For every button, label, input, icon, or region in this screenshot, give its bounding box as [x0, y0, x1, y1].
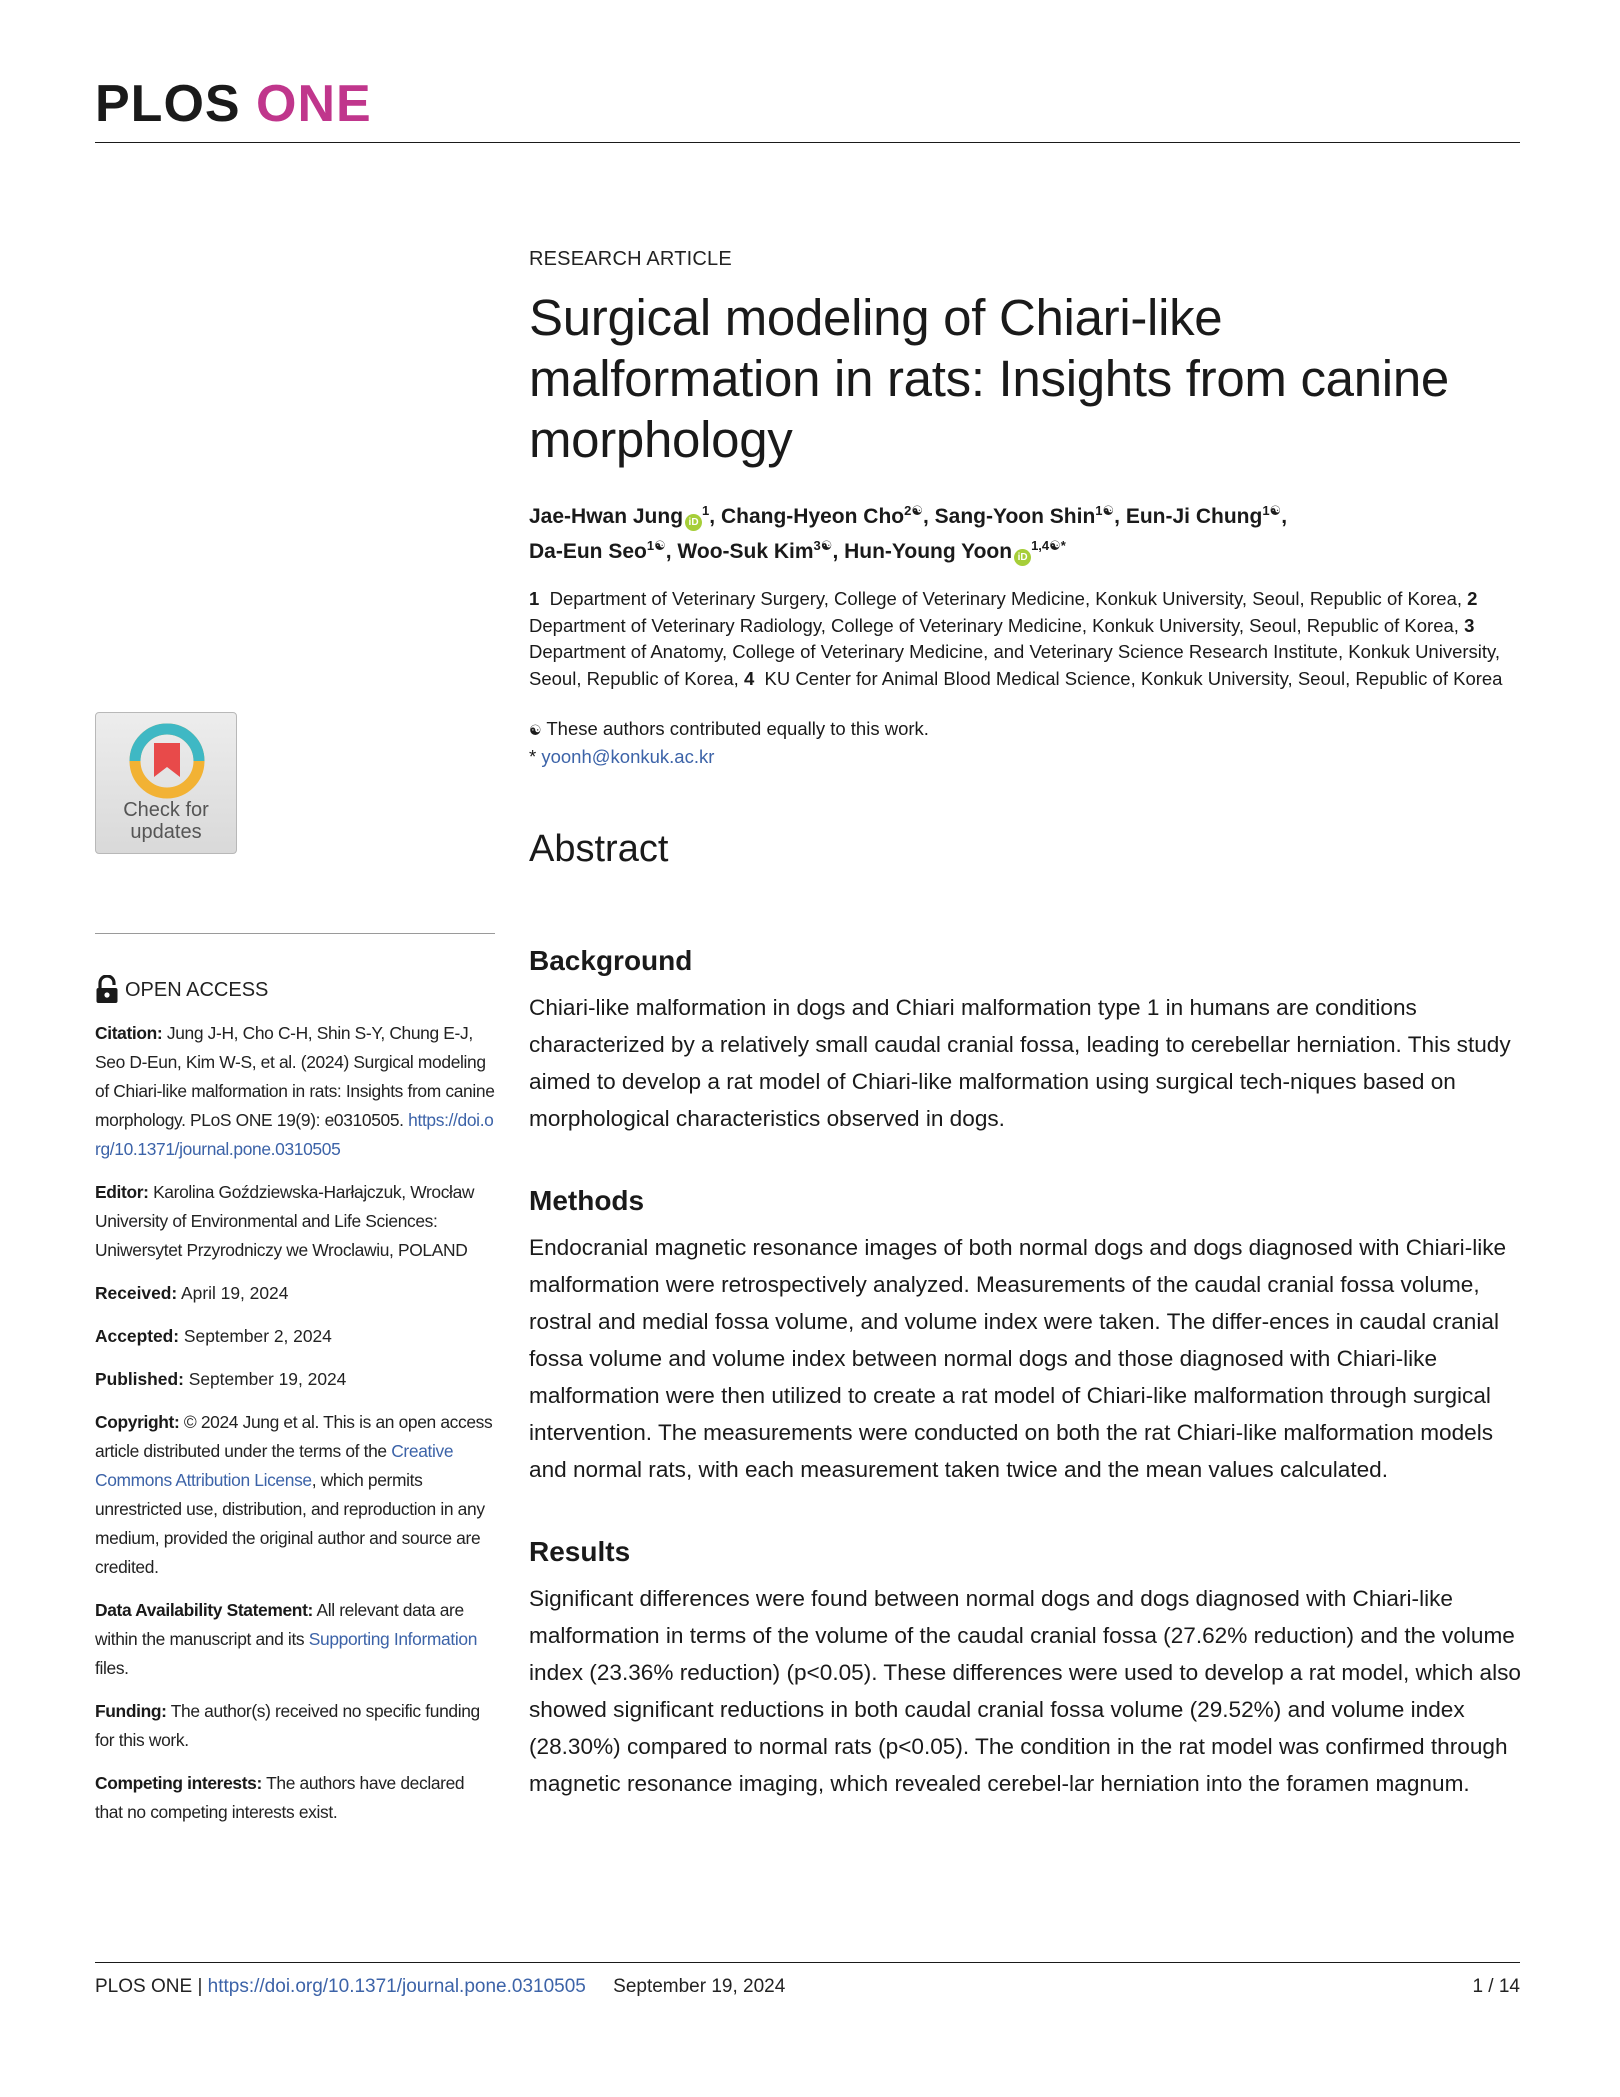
competing-interests-block [95, 1769, 495, 1827]
journal-name-part2: ONE [256, 75, 372, 133]
page-number: 1 / 14 [1472, 1976, 1520, 1997]
funding-label: Funding: [95, 1701, 167, 1721]
section-body: Significant differences were found between normal dogs and dogs diagnosed with Chiari-like malformation in terms of the volume of the caudal cranial fossa (27.62% reduction) and the volume index (23.36% reduction) (p<0.05). These differences were used to develop a rat model, which also showed significant reductions in both caudal cranial fossa volume (29.52%) and volume index (28.30%) compared to normal rats (p<0.05). The condition in the rat model was confirmed through magnetic resonance imaging, which revealed cerebel-lar herniation into the foramen magnum. [529, 1586, 1521, 1796]
received-block [95, 1279, 495, 1308]
author-name[interactable]: Da-Eun Seo [529, 540, 647, 563]
editor-label: Editor: [95, 1182, 149, 1202]
author-name[interactable]: Hun-Young Yoon [844, 540, 1013, 563]
author-name[interactable]: Eun-Ji Chung [1125, 505, 1263, 528]
author-name[interactable]: Sang-Yoon Shin [934, 505, 1096, 528]
orcid-icon[interactable]: iD [1014, 549, 1031, 566]
data-availability-label: Data Availability Statement: [95, 1600, 313, 1620]
check-for-updates-label [96, 799, 236, 843]
funding-text: The author(s) received no specific funding for this work. [95, 1701, 480, 1750]
funding-block [95, 1697, 495, 1755]
editor-text: Karolina Goździewska-Harłajczuk, Wrocław University of Environmental and Life Sciences: Uniwersytet Przyrodniczy we Wroclawiu, POLAND [95, 1182, 475, 1260]
citation-label: Citation: [95, 1023, 163, 1043]
editor-block [95, 1178, 495, 1265]
section-body: Endocranial magnetic resonance images of both normal dogs and dogs diagnosed with Chiari-like malformation were retrospectively analyzed. Measurements of the caudal cranial fossa volume, rostral and medial fossa volume, and volume index were taken. The differ-ences in caudal cranial fossa volume and volume index between normal dogs and those diagnosed with Chiari-like malformation were then utilized to create a rat model of Chiari-like malformation through surgical intervention. The measurements were conducted on both the rat Chiari-like malformation models and normal rats, with each measurement taken twice and the mean values calculated. [529, 1235, 1507, 1482]
accepted-block [95, 1322, 495, 1351]
author-notes [529, 716, 1522, 770]
footer-date: September 19, 2024 [613, 1976, 786, 1997]
accepted-date: September 2, 2024 [183, 1326, 332, 1346]
check-label-line2: updates [130, 821, 202, 843]
footer-journal: PLOS ONE [95, 1976, 193, 1997]
header-divider [95, 142, 1520, 143]
author-affil-sup: 1☯ [646, 538, 666, 553]
section-heading: Results [529, 1536, 631, 1567]
affiliation-text: Department of Veterinary Surgery, College of Veterinary Medicine, Konkuk University, Seoul, Republic of Korea, [549, 588, 1463, 609]
equal-contribution-text: These authors contributed equally to this work. [546, 718, 929, 739]
orcid-icon[interactable]: iD [685, 514, 702, 531]
received-date: April 19, 2024 [181, 1283, 289, 1303]
data-availability-text-end: files. [95, 1658, 129, 1678]
check-label-line1: Check for [123, 799, 209, 821]
accepted-label: Accepted: [95, 1326, 180, 1346]
main-column [529, 248, 1522, 1802]
footer-doi-link[interactable]: https://doi.org/10.1371/journal.pone.0310505 [207, 1976, 586, 1997]
affiliation-text: KU Center for Animal Blood Medical Science, Konkuk University, Seoul, Republic of Korea [764, 667, 1503, 689]
article-metadata-sidebar [95, 975, 495, 1827]
citation-text: Jung J-H, Cho C-H, Shin S-Y, Chung E-J, Seo D-Eun, Kim W-S, et al. (2024) Surgical modeling of Chiari-like malformation in rats: Insights from canine morphology. PLoS ONE 19(9): e0310505. [95, 1023, 495, 1130]
affiliation-number: 1 [529, 588, 540, 609]
author-name[interactable]: Chang-Hyeon Cho [720, 505, 905, 528]
section-heading: Background [529, 945, 693, 976]
page-footer [95, 1976, 1520, 1998]
author-name[interactable]: Woo-Suk Kim [677, 540, 814, 563]
data-availability-block [95, 1596, 495, 1683]
abstract-heading: Abstract [529, 828, 669, 870]
published-date: September 19, 2024 [188, 1369, 347, 1389]
abstract-section-results [529, 1536, 1522, 1802]
copyright-text: © 2024 Jung et al. This is an open access article distributed under the terms of the [95, 1412, 493, 1461]
affiliation-number: 2 [1467, 588, 1478, 609]
article-title: Surgical modeling of Chiari-like malformation in rats: Insights from canine morphology [529, 289, 1449, 468]
corresponding-email-link[interactable]: yoonh@konkuk.ac.kr [541, 745, 715, 767]
abstract-section-methods [529, 1185, 1522, 1488]
published-block [95, 1365, 495, 1394]
section-body: Chiari-like malformation in dogs and Chiari malformation type 1 in humans are conditions characterized by a relatively small caudal cranial fossa, leading to cerebellar herniation. This study aimed to develop a rat model of Chiari-like malformation using surgical tech-niques based on morphological characteristics observed in dogs. [529, 995, 1511, 1131]
citation-block [95, 1019, 495, 1164]
abstract-section-background [529, 945, 1522, 1137]
section-heading: Methods [529, 1185, 645, 1216]
equal-contribution-note [529, 716, 1522, 744]
affiliation-number: 3 [1464, 614, 1475, 636]
article-type: RESEARCH ARTICLE [529, 248, 732, 270]
author-affil-sup: 1☯ [1095, 503, 1115, 518]
author-affil-sup: 1 [702, 503, 710, 518]
author-affil-sup: 2☯ [904, 503, 923, 518]
license-link[interactable]: Creative Commons Attribution License [95, 1441, 454, 1490]
open-access-label [95, 975, 495, 1005]
check-for-updates-badge[interactable] [95, 712, 237, 854]
affiliation-text: Department of Anatomy, College of Veterinary Medicine, and Veterinary Science Research Institute, Konkuk University, Seoul, Republic of Korea, [529, 641, 1501, 689]
author-affil-sup: 1,4☯* [1031, 538, 1066, 553]
corresponding-symbol: * [529, 745, 537, 767]
copyright-label: Copyright: [95, 1412, 180, 1432]
author-name[interactable]: Jae-Hwan Jung [529, 505, 684, 528]
footer-divider [95, 1962, 1520, 1963]
affiliations [529, 586, 1522, 692]
data-availability-text: All relevant data are within the manuscript and its [95, 1600, 464, 1649]
competing-interests-label: Competing interests: [95, 1773, 262, 1793]
open-lock-icon [95, 975, 119, 1005]
equal-contribution-icon: ☯ [529, 722, 542, 738]
author-list: Jae-Hwan Jung $iD^1$, Chang-Hyeon Cho$^{2☯}$, Sang-Yoon Shin$^{1☯}$, Eun-Ji Chung$^{1☯}$, Da-Eun Seo$^{1☯}$, Woo-Suk Kim$^{3☯}$, Hun-Young Yoon $iD^{1,4☯*}$ [529, 496, 1522, 566]
open-access-text: OPEN ACCESS [125, 978, 269, 1001]
supporting-information-link[interactable]: Supporting Information [308, 1629, 478, 1649]
sidebar-divider [95, 933, 495, 934]
copyright-block [95, 1408, 495, 1582]
competing-interests-text: The authors have declared that no competing interests exist. [95, 1773, 465, 1822]
crossmark-icon [129, 723, 205, 799]
journal-logo[interactable] [95, 75, 372, 133]
affiliation-text: Department of Veterinary Radiology, College of Veterinary Medicine, Konkuk University, Seoul, Republic of Korea, [529, 614, 1459, 636]
copyright-text-end: , which permits unrestricted use, distribution, and reproduction in any medium, provided the original author and source are credited. [95, 1470, 485, 1577]
affiliation-number: 4 [743, 667, 755, 689]
author-affil-sup: 1☯ [1262, 503, 1282, 518]
journal-name-part1: PLOS [95, 75, 241, 133]
footer-separator: | [197, 1976, 203, 1997]
citation-doi-link[interactable]: https://doi.org/10.1371/journal.pone.0310505 [95, 1110, 494, 1159]
author-affil-sup: 3☯ [813, 538, 833, 553]
corresponding-note [529, 744, 1522, 771]
received-label: Received: [95, 1283, 178, 1303]
published-label: Published: [95, 1369, 184, 1389]
